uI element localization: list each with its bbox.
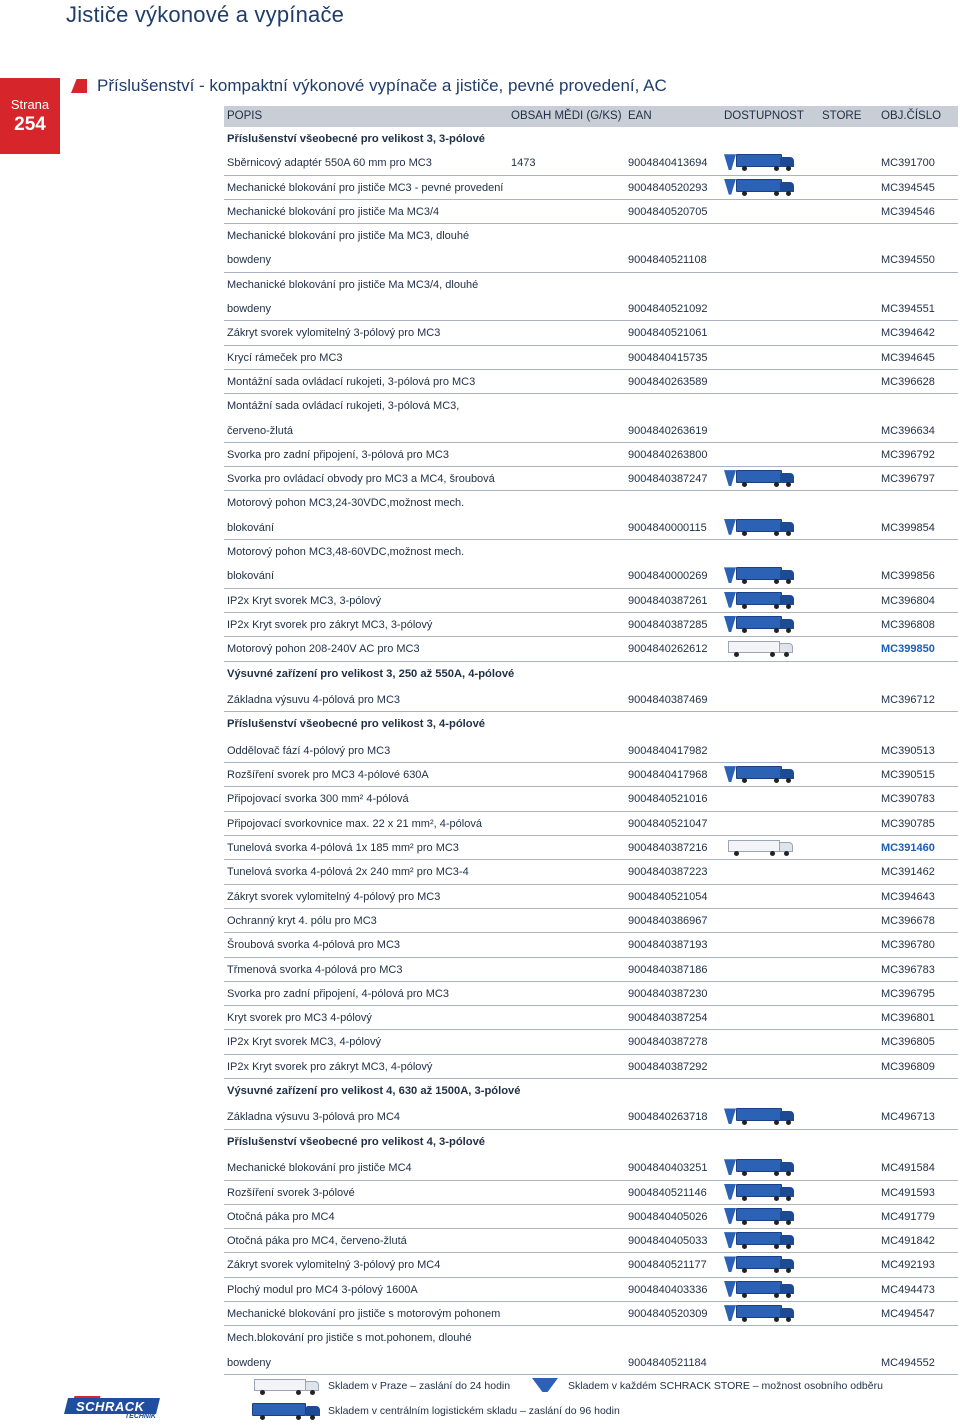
table-row (224, 1156, 958, 1180)
cell-order: MC399854 (881, 521, 935, 534)
cell-cu: 1473 (511, 157, 536, 170)
table-row (224, 1278, 958, 1302)
cell-desc: Ochranný kryt 4. pólu pro MC3 (227, 914, 377, 927)
table-row (224, 467, 958, 491)
cell-order: MC394545 (881, 181, 935, 194)
cell-ean: 9004840405026 (628, 1210, 708, 1223)
header-dostupnost: DOSTUPNOST (724, 110, 804, 122)
table-row (224, 933, 958, 957)
cell-desc: Motorový pohon 208-240V AC pro MC3 (227, 643, 420, 656)
store-truck-blue-icon (722, 1280, 796, 1298)
cell-desc: Otočná páka pro MC4 (227, 1210, 335, 1223)
cell-order: MC396795 (881, 987, 935, 1000)
table-row (224, 836, 958, 860)
group-header-row (224, 127, 958, 151)
cell-desc: IP2x Kryt svorek pro zákryt MC3, 4-pólový (227, 1060, 433, 1073)
section-heading (71, 76, 667, 96)
cell-store (722, 1255, 796, 1276)
table-row (224, 1030, 958, 1054)
cell-order: MC394643 (881, 890, 935, 903)
truck-white-icon (248, 1377, 322, 1395)
cell-ean: 9004840415735 (628, 351, 708, 364)
cell-ean: 9004840520705 (628, 205, 708, 218)
cell-ean: 9004840405033 (628, 1235, 708, 1248)
table-row (224, 1055, 958, 1079)
header-ean: EAN (628, 110, 652, 122)
cell-order: MC390513 (881, 744, 935, 757)
table-row (224, 200, 958, 224)
table-row (224, 787, 958, 811)
store-truck-blue-icon (722, 518, 796, 536)
cell-desc: Motorový pohon MC3,48-60VDC,možnost mech. (227, 546, 465, 559)
cell-desc: červeno-žlutá (227, 424, 294, 437)
cell-ean: 9004840521054 (628, 890, 708, 903)
page-title: Jističe výkonové a vypínače (66, 2, 345, 27)
cell-ean: 9004840521061 (628, 327, 708, 340)
cell-desc: Příslušenství všeobecné pro velikost 4, 3-pólové (227, 1135, 486, 1148)
table-row (224, 1253, 958, 1277)
cell-order: MC396797 (881, 473, 935, 486)
cell-order: MC491779 (881, 1210, 935, 1223)
cell-ean: 9004840000269 (628, 570, 708, 583)
cell-store (722, 838, 796, 859)
store-truck-blue-icon (722, 1183, 796, 1201)
group-header-row (224, 1130, 958, 1157)
cell-desc: Svorka pro ovládací obvody pro MC3 a MC4, šroubová (227, 473, 495, 486)
table-header (224, 106, 958, 127)
cell-desc: IP2x Kryt svorek MC3, 3-pólový (227, 594, 382, 607)
cell-desc: Sběrnicový adaptér 550A 60 mm pro MC3 (227, 157, 432, 170)
table-row (224, 564, 958, 588)
cell-desc: Mechanické blokování pro jističe Ma MC3/4, dlouhé (227, 278, 479, 291)
cell-desc: Svorka pro zadní připojení, 4-pólová pro MC3 (227, 987, 449, 1000)
cell-desc: Připojovací svorkovnice max. 22 x 21 mm², 4-pólová (227, 817, 482, 830)
schrack-logo (66, 1398, 158, 1422)
table-row (224, 739, 958, 763)
cell-desc: Výsuvné zařízení pro velikost 3, 250 až 550A, 4-pólové (227, 667, 515, 680)
cell-store (722, 1107, 796, 1128)
cell-ean: 9004840263718 (628, 1111, 708, 1124)
cell-order: MC492193 (881, 1259, 935, 1272)
table-row (224, 1181, 958, 1205)
cell-ean: 9004840387278 (628, 1036, 708, 1049)
cell-desc: Třmenová svorka 4-pólová pro MC3 (227, 963, 403, 976)
cell-order: MC390783 (881, 793, 935, 806)
table-row (224, 176, 958, 200)
cell-desc: Mech.blokování pro jističe s mot.pohonem, dlouhé (227, 1332, 472, 1345)
page-number-badge (0, 78, 60, 154)
table-row (224, 982, 958, 1006)
cell-store (722, 1304, 796, 1325)
page-number: 254 (14, 114, 46, 135)
cell-store (722, 1207, 796, 1228)
cell-store (722, 639, 796, 660)
cell-order: MC394642 (881, 327, 935, 340)
table-row (224, 909, 958, 933)
cell-desc: Zákryt svorek vylomitelný 3-pólový pro MC4 (227, 1259, 441, 1272)
table-body (224, 127, 958, 1375)
store-truck-blue-icon (722, 1255, 796, 1273)
store-truck-blue-icon (722, 566, 796, 584)
store-truck-blue-icon (722, 765, 796, 783)
cell-ean: 9004840521092 (628, 303, 708, 316)
table-row (224, 637, 958, 661)
cell-order: MC396792 (881, 448, 935, 461)
cell-desc: bowdeny (227, 254, 272, 267)
table-row (224, 958, 958, 982)
cell-ean: 9004840387230 (628, 987, 708, 1000)
cell-ean: 9004840387216 (628, 842, 708, 855)
cell-desc: Mechanické blokování pro jističe MC3 - pevné provedení (227, 181, 504, 194)
cell-desc: bowdeny (227, 303, 272, 316)
header-cu: OBSAH MĚDI (G/KS) (511, 110, 622, 122)
table-row (224, 1205, 958, 1229)
cell-store (722, 518, 796, 539)
cell-desc: Mechanické blokování pro jističe s motorovým pohonem (227, 1308, 501, 1321)
cell-ean: 9004840413694 (628, 157, 708, 170)
cell-desc: Mechanické blokování pro jističe Ma MC3/4 (227, 205, 440, 218)
cell-ean: 9004840387247 (628, 473, 708, 486)
store-truck-blue-icon (722, 153, 796, 171)
product-table (224, 106, 958, 1375)
cell-desc: Základna výsuvu 4-pólová pro MC3 (227, 694, 401, 707)
legend-praha (248, 1377, 510, 1395)
cell-order: MC391460 (881, 842, 935, 855)
cell-ean: 9004840387193 (628, 939, 708, 952)
table-row (224, 589, 958, 613)
group-header-row (224, 712, 958, 739)
cell-store (722, 153, 796, 174)
table-row (224, 248, 958, 272)
cell-ean: 9004840521108 (628, 254, 707, 267)
cell-desc: Otočná páka pro MC4, červeno-žlutá (227, 1235, 407, 1248)
table-row (224, 540, 958, 564)
cell-order: MC396678 (881, 914, 935, 927)
table-row (224, 273, 958, 297)
store-truck-blue-icon (722, 1207, 796, 1225)
cell-desc: Příslušenství všeobecné pro velikost 3, 4-pólové (227, 718, 486, 731)
cell-ean: 9004840262612 (628, 643, 708, 656)
cell-ean: 9004840521177 (628, 1259, 707, 1272)
cell-order: MC491842 (881, 1235, 935, 1248)
store-truck-blue-icon (722, 591, 796, 609)
table-row (224, 1105, 958, 1129)
cell-ean: 9004840387254 (628, 1012, 708, 1025)
cell-desc: IP2x Kryt svorek pro zákryt MC3, 3-pólový (227, 618, 433, 631)
cell-ean: 9004840387285 (628, 618, 708, 631)
store-truck-blue-icon (722, 178, 796, 196)
cell-order: MC399850 (881, 643, 935, 656)
section-marker-icon (71, 79, 87, 93)
store-truck-blue-icon (722, 1158, 796, 1176)
cell-order: MC391700 (881, 157, 935, 170)
cell-ean: 9004840263800 (628, 448, 708, 461)
cell-desc: Krycí rámeček pro MC3 (227, 351, 343, 364)
cell-desc: Tunelová svorka 4-pólová 1x 185 mm² pro MC3 (227, 842, 459, 855)
cell-order: MC394551 (881, 303, 935, 316)
cell-ean: 9004840387186 (628, 963, 708, 976)
store-truck-blue-icon (722, 1231, 796, 1249)
cell-ean: 9004840521016 (628, 793, 708, 806)
cell-store (722, 1158, 796, 1179)
table-row (224, 1326, 958, 1350)
cell-desc: IP2x Kryt svorek MC3, 4-pólový (227, 1036, 382, 1049)
store-truck-blue-icon (722, 615, 796, 633)
header-store: STORE (822, 110, 862, 122)
legend-store-text: Skladem v každém SCHRACK STORE – možnost osobního odběru (568, 1380, 883, 1392)
group-header-row (224, 1079, 958, 1106)
truck-blue-icon (248, 1402, 322, 1420)
logo-sub: TECHNIK (124, 1413, 156, 1420)
cell-desc: Oddělovač fází 4-pólový pro MC3 (227, 744, 391, 757)
table-row (224, 1006, 958, 1030)
cell-desc: blokování (227, 570, 275, 583)
cell-order: MC494547 (881, 1308, 935, 1321)
legend-praha-text: Skladem v Praze – zaslání do 24 hodin (328, 1380, 511, 1392)
cell-order: MC396628 (881, 375, 935, 388)
cell-order: MC396801 (881, 1012, 935, 1025)
cell-desc: Příslušenství všeobecné pro velikost 3, 3-pólové (227, 133, 486, 145)
cell-desc: Kryt svorek pro MC3 4-pólový (227, 1012, 372, 1025)
store-truck-blue-icon (722, 1304, 796, 1322)
cell-order: MC396804 (881, 594, 935, 607)
cell-desc: Zákryt svorek vylomitelný 3-pólový pro MC3 (227, 327, 441, 340)
cell-ean: 9004840520309 (628, 1308, 708, 1321)
cell-desc: Rozšíření svorek 3-pólové (227, 1186, 355, 1199)
table-row (224, 516, 958, 540)
table-row (224, 151, 958, 175)
cell-store (722, 765, 796, 786)
cell-desc: Výsuvné zařízení pro velikost 4, 630 až 1500A, 3-pólové (227, 1084, 521, 1097)
cell-ean: 9004840386967 (628, 914, 708, 927)
cell-order: MC396783 (881, 963, 935, 976)
cell-ean: 9004840263619 (628, 424, 708, 437)
cell-order: MC396780 (881, 939, 935, 952)
cell-desc: Tunelová svorka 4-pólová 2x 240 mm² pro MC3-4 (227, 866, 469, 879)
cell-desc: Montážní sada ovládací rukojeti, 3-pólová MC3, (227, 400, 460, 413)
cell-desc: Rozšíření svorek pro MC3 4-pólové 630A (227, 769, 429, 782)
cell-desc: Mechanické blokování pro jističe Ma MC3, dlouhé (227, 230, 470, 243)
cell-order: MC491593 (881, 1186, 935, 1199)
table-row (224, 491, 958, 515)
cell-ean: 9004840417968 (628, 769, 708, 782)
cell-order: MC394546 (881, 205, 935, 218)
cell-ean: 9004840387469 (628, 694, 708, 707)
table-row (224, 1351, 958, 1375)
cell-order: MC396809 (881, 1060, 935, 1073)
table-row (224, 688, 958, 712)
cell-order: MC394550 (881, 254, 935, 267)
cell-desc: Montážní sada ovládací rukojeti, 3-pólová pro MC3 (227, 375, 476, 388)
cell-order: MC496713 (881, 1111, 935, 1124)
cell-order: MC396808 (881, 618, 935, 631)
cell-order: MC399856 (881, 570, 935, 583)
cell-ean: 9004840403336 (628, 1283, 708, 1296)
cell-ean: 9004840387261 (628, 594, 708, 607)
cell-desc: Šroubová svorka 4-pólová pro MC3 (227, 939, 401, 952)
cell-ean: 9004840521047 (628, 817, 708, 830)
cell-desc: blokování (227, 521, 275, 534)
cell-order: MC494552 (881, 1356, 935, 1369)
cell-desc: bowdeny (227, 1356, 272, 1369)
table-row (224, 443, 958, 467)
section-title: Příslušenství - kompaktní výkonové vypínače a jističe, pevné provedení, AC (97, 76, 667, 95)
header-desc: POPIS (227, 110, 263, 122)
cell-desc: Připojovací svorka 300 mm² 4-pólová (227, 793, 409, 806)
cell-ean: 9004840263589 (628, 375, 708, 388)
table-row (224, 321, 958, 345)
cell-order: MC391462 (881, 866, 935, 879)
table-row (224, 346, 958, 370)
cell-desc: Svorka pro zadní připojení, 3-pólová pro MC3 (227, 448, 449, 461)
cell-order: MC494473 (881, 1283, 935, 1296)
cell-desc: Plochý modul pro MC4 3-pólový 1600A (227, 1283, 418, 1296)
cell-store (722, 1183, 796, 1204)
cell-ean: 9004840387223 (628, 866, 708, 879)
legend-central-text: Skladem v centrálním logistickém skladu – zaslání do 96 hodin (328, 1405, 620, 1417)
table-row (224, 297, 958, 321)
cell-store (722, 1280, 796, 1301)
cell-order: MC396805 (881, 1036, 935, 1049)
store-truck-white-icon (722, 639, 796, 657)
cell-desc: Mechanické blokování pro jističe MC4 (227, 1162, 412, 1175)
store-truck-blue-icon (722, 469, 796, 487)
header-order: OBJ.ČÍSLO (881, 110, 942, 122)
table-row (224, 613, 958, 637)
cell-ean: 9004840521146 (628, 1186, 707, 1199)
cell-store (722, 615, 796, 636)
cell-store (722, 1231, 796, 1252)
cell-order: MC390785 (881, 817, 935, 830)
table-row (224, 419, 958, 443)
cell-store (722, 469, 796, 490)
table-row (224, 1229, 958, 1253)
cell-order: MC390515 (881, 769, 935, 782)
store-arrow-icon (526, 1377, 562, 1395)
legend-store (526, 1377, 883, 1395)
cell-store (722, 566, 796, 587)
cell-order: MC491584 (881, 1162, 935, 1175)
cell-desc: Základna výsuvu 3-pólová pro MC4 (227, 1111, 401, 1124)
store-truck-blue-icon (722, 1107, 796, 1125)
cell-store (722, 178, 796, 199)
store-truck-white-icon (722, 838, 796, 856)
cell-ean: 9004840417982 (628, 744, 708, 757)
cell-ean: 9004840521184 (628, 1356, 707, 1369)
logo-name: SCHRACK (76, 1399, 145, 1414)
cell-ean: 9004840520293 (628, 181, 708, 194)
cell-order: MC396712 (881, 694, 935, 707)
cell-ean: 9004840403251 (628, 1162, 708, 1175)
table-row (224, 370, 958, 394)
table-row (224, 885, 958, 909)
cell-store (722, 591, 796, 612)
cell-ean: 9004840387292 (628, 1060, 708, 1073)
cell-order: MC394645 (881, 351, 935, 364)
table-row (224, 812, 958, 836)
page-number-label: Strana (10, 97, 50, 112)
cell-ean: 9004840000115 (628, 521, 707, 534)
group-header-row (224, 662, 958, 689)
table-row (224, 860, 958, 884)
cell-desc: Zákryt svorek vylomitelný 4-pólový pro MC3 (227, 890, 441, 903)
table-row (224, 763, 958, 787)
table-row (224, 224, 958, 248)
legend-central (248, 1402, 620, 1420)
table-row (224, 1302, 958, 1326)
cell-order: MC396634 (881, 424, 935, 437)
table-row (224, 394, 958, 418)
cell-desc: Motorový pohon MC3,24-30VDC,možnost mech. (227, 497, 465, 510)
